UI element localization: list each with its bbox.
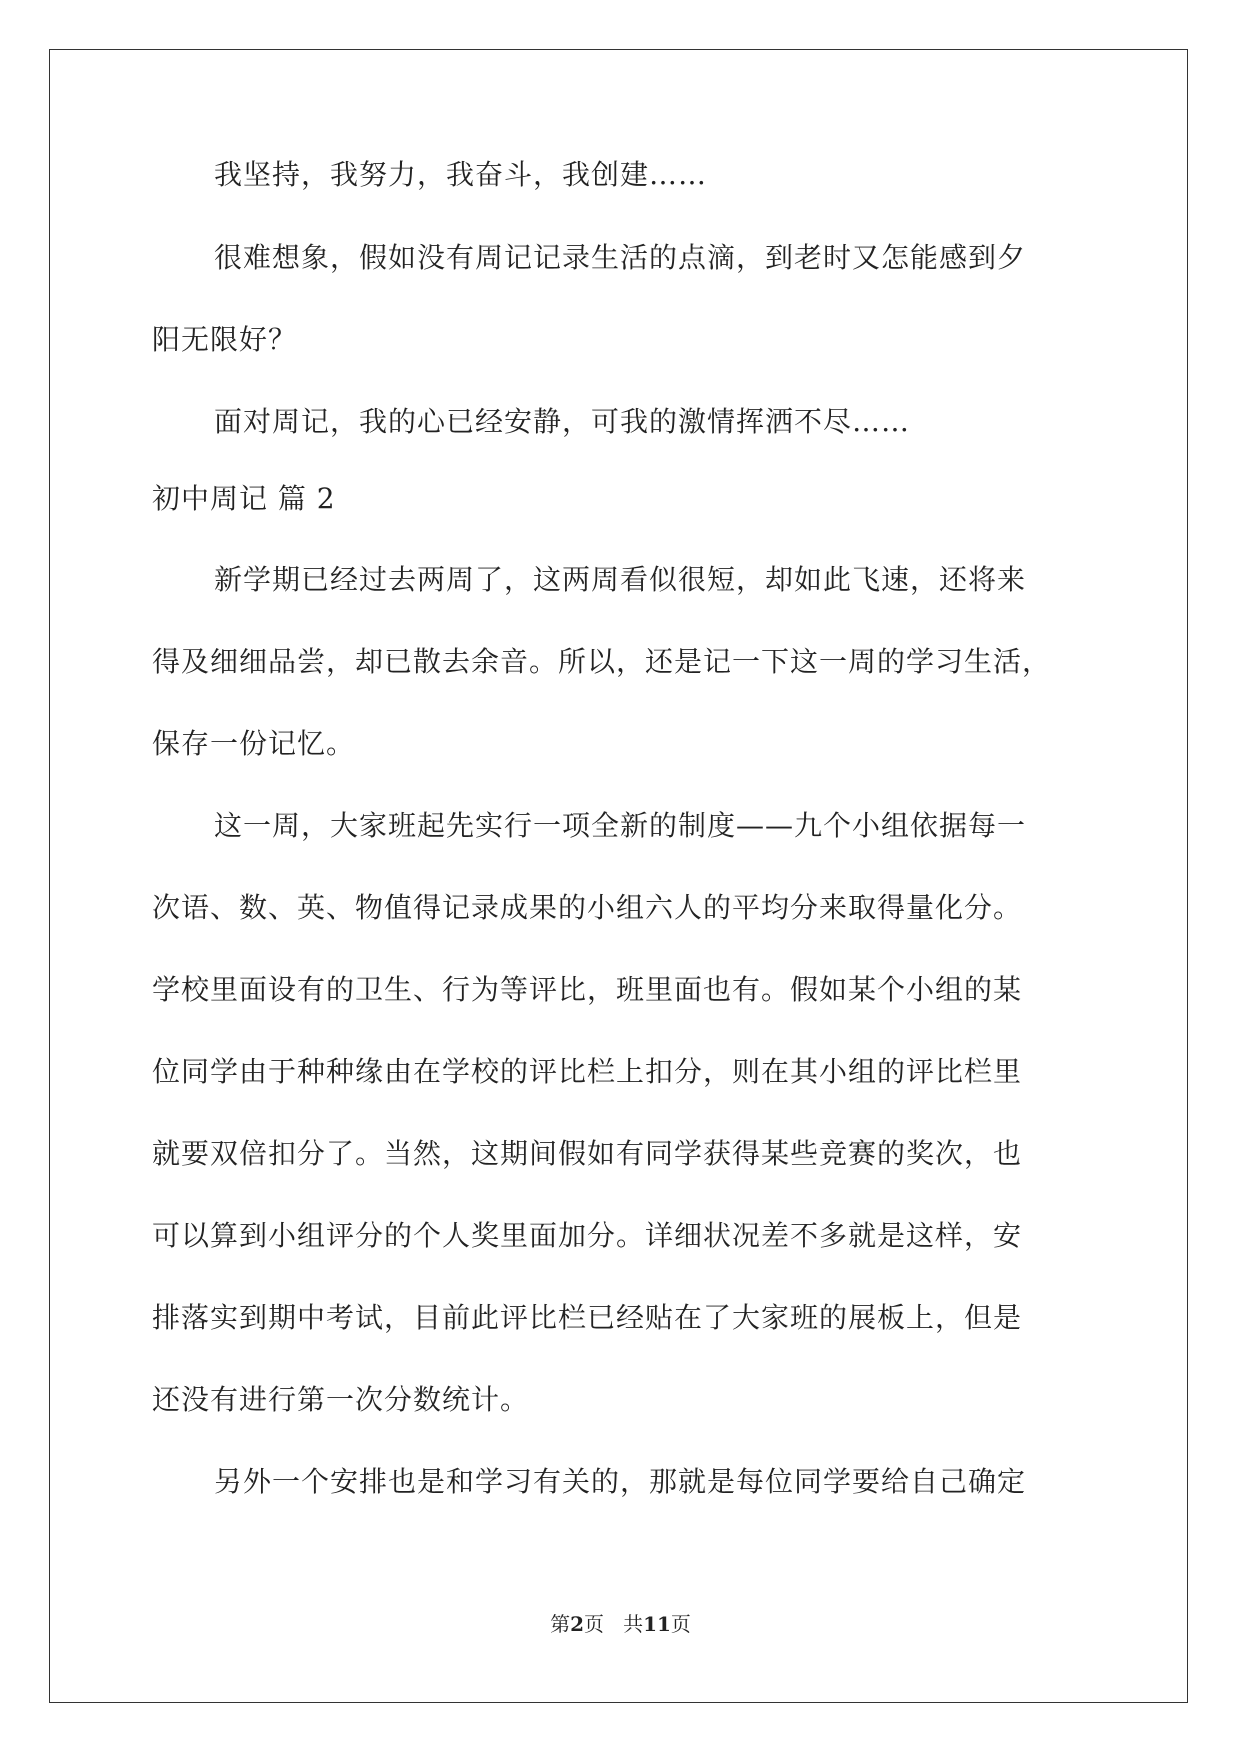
paragraph-line: 排落实到期中考试，目前此评比栏已经贴在了大家班的展板上，但是: [152, 1301, 1023, 1334]
paragraph-line: 学校里面设有的卫生、行为等评比，班里面也有。假如某个小组的某: [152, 973, 1023, 1006]
footer-page-word: 页: [584, 1612, 604, 1636]
footer-total-pages: 11: [643, 1612, 671, 1636]
footer-current-page: 2: [570, 1612, 584, 1636]
footer-total-suffix: 页: [670, 1612, 691, 1636]
paragraph-line: 还没有进行第一次分数统计。: [152, 1383, 530, 1416]
paragraph-line: 阳无限好？: [152, 323, 298, 356]
paragraph-line: 次语、数、英、物值得记录成果的小组六人的平均分来取得量化分。: [152, 891, 1023, 924]
section-heading: 初中周记 篇 2: [152, 482, 336, 515]
footer-prefix: 第: [550, 1612, 571, 1636]
paragraph-line: 保存一份记忆。: [152, 727, 356, 760]
paragraph-line: 我坚持，我努力，我奋斗，我创建……: [214, 158, 708, 191]
page-footer: [0, 1610, 1241, 1638]
page-border: [49, 49, 1188, 1703]
paragraph-line: 面对周记，我的心已经安静，可我的激情挥洒不尽……: [214, 405, 911, 438]
footer-total-prefix: 共: [623, 1612, 644, 1636]
paragraph-line: 可以算到小组评分的个人奖里面加分。详细状况差不多就是这样，安: [152, 1219, 1023, 1252]
paragraph-line: 得及细细品尝，却已散去余音。所以，还是记一下这一周的学习生活，: [152, 645, 1052, 678]
paragraph-line: 这一周，大家班起先实行一项全新的制度——九个小组依据每一: [214, 809, 1027, 842]
paragraph-line: 就要双倍扣分了。当然，这期间假如有同学获得某些竞赛的奖次，也: [152, 1137, 1023, 1170]
paragraph-line: 很难想象，假如没有周记记录生活的点滴，到老时又怎能感到夕: [214, 241, 1027, 274]
paragraph-line: 位同学由于种种缘由在学校的评比栏上扣分，则在其小组的评比栏里: [152, 1055, 1023, 1088]
paragraph-line: 新学期已经过去两周了，这两周看似很短，却如此飞速，还将来: [214, 563, 1027, 596]
paragraph-line: 另外一个安排也是和学习有关的，那就是每位同学要给自己确定: [214, 1465, 1027, 1498]
